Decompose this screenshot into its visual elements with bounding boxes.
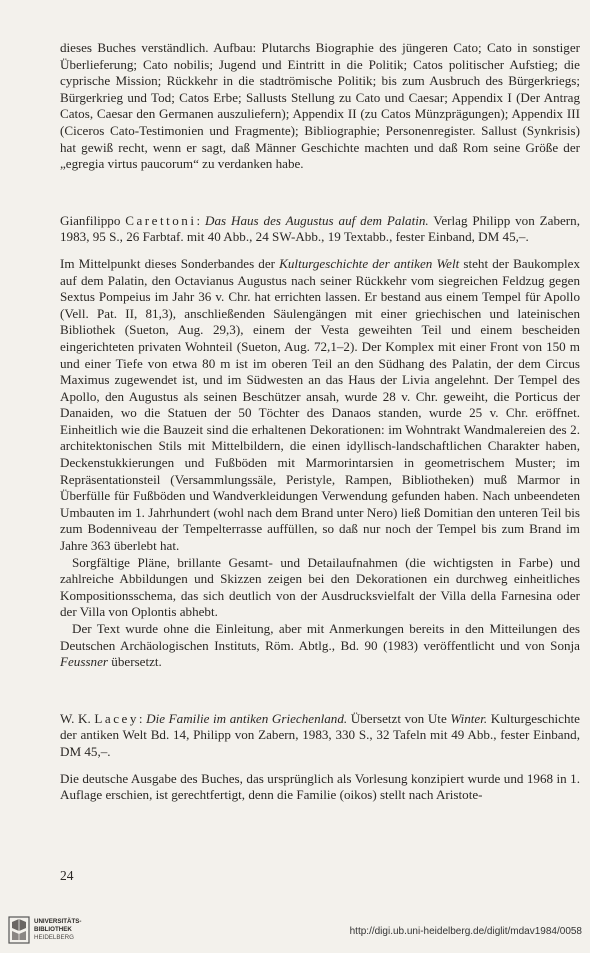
paragraph-plans-images: Sorgfältige Pläne, brillante Gesamt- und Detailaufnahmen (die wichtigsten in Farbe) und zahlreiche Abbildungen und Skizzen zeigen bei den Dekorationen ein durchweg einheitliches Kompositionsschema, das sich deutlich von der Ausdrucksvielfalt der Villa della Farnesina oder der Villa von Oplontis abhebt. [60,554,580,620]
paragraph-cato-review-end: dieses Buches verständlich. Aufbau: Plutarchs Biographie des jüngeren Cato; Cato in sonstiger Überlieferung; Cato nobilis; Jugend und Eintritt in die Politik; Catos politischer Aufstieg; die cyprische Mission; Rückkehr in die stadtrömische Politik; bis zum Ausbruch des Bürgerkriegs; Bürgerkrieg und Tod; Catos Erbe; Sallusts Stellung zu Cato und Caesar; Appendix I (Der Antrag Catos, Caesar den Germanen auszuliefern); Appendix II (zu Catos Münzprägungen); Appendix III (Ciceros Cato-Testimonien und Fragmente); Bibliographie; Personenregister. Sallust (Synkrisis) hat gewiß recht, wenn er sagt, daß Männer Geschichte machten und daß Rom seine Größe der „egregia virtus paucorum“ zu verdanken habe. [60,40,580,172]
logo-line-3: HEIDELBERG [34,934,74,941]
logo-line-2: BIBLIOTHEK [34,926,72,933]
author-last-name: Carettoni [125,212,197,228]
library-seal-icon [8,916,30,944]
logo-line-1: UNIVERSITÄTS- [34,918,82,925]
paragraph-translation-note: Der Text wurde ohne die Einleitung, aber mit Anmerkungen bereits in den Mitteilungen des Deutschen Archäologischen Instituts, Röm. Abtlg., Bd. 90 (1983) veröffentlicht und von Sonja Feussner übersetzt. [60,621,580,670]
paragraph-palatin-complex: Im Mittelpunkt dieses Sonderbandes der Kulturgeschichte der antiken Welt steht der Baukomplex auf dem Palatin, den Octavianus Augustus nach seiner Rückkehr vom siegreichen Feldzug gegen Sextus Pompeius im Jahr 36 v. Chr. hat errichten lassen. Er bestand aus einem Tempel für Apollo (Vell. Pat. II, 81,3), anschließenden Säulengängen mit einer griechischen und lateinischen Bibliothek (Sueton, Aug. 29,3), einem der Vesta geweihten Teil und einem bescheiden eingerichteten privaten Wohnteil (Sueton, Aug. 72,1–2). Der Komplex mit einer Front von 150 m und einer Tiefe von etwa 80 m ist im oberen Teil an den Südhang des Palatin, der dem Circus Maximus zugewendet ist, und im Südwesten an das Haus der Livia angelehnt. Der Tempel des Apollo, den Augustus als seinen Beschützer ansah, wurde 28 v. Chr. geweiht, die Porticus der Danaiden, wo die Statuen der 50 Töchter des Danaos standen, wurde 25 v. Chr. eröffnet. Einheitlich wie die Bauzeit sind die erhaltenen Dekorationen: im Wohntrakt Wandmalereien des 2. architektonischen Stils mit Mittelbildern, die einen idyllisch-landschaftlichen Charakter haben, Deckenstukkierungen und Fußböden mit Marmorintarsien in geometrischem Muster; im Repräsentationsteil (Versammlungssäle, Peristyle, Rampen, Bibliotheken) muß Marmor in Überfülle für Fußböden und Wandverkleidungen Verwendung gefunden haben. Nach unbeendeten Umbauten im 1. Jahrhundert (wohl nach dem Brand unter Nero) ließ Domitian den unteren Teil bis zum Bodenniveau der Tempelterrasse auffüllen, so daß nur noch der Tempel bis zum Brand im Jahre 363 überlebt hat. [60,255,580,554]
translated-by: Übersetzt von Ute [350,710,447,726]
book-title: Das Haus des Augustus auf dem Palatin. [205,212,429,228]
review-header-carettoni [60,213,580,246]
document-page [60,40,580,804]
source-url-link[interactable]: http://digi.ub.uni-heidelberg.de/diglit/mdav1984/0058 [349,926,582,937]
author-last-name: Lacey [94,710,139,726]
review-header-lacey [60,711,580,761]
book-details: Kulturgeschichte der antiken Welt Bd. 14, Philipp von Zabern, 1983, 330 S., 32 Tafeln mit 49 Abb., fester Einband, DM 45,–. [60,710,580,759]
page-number: 24 [60,868,74,883]
series-title: Kulturgeschichte der antiken Welt [279,255,460,271]
digitization-footer [0,906,590,953]
author-colon: : [196,212,201,228]
book-details: Verlag Philipp von Zabern, 1983, 95 S., 26 Farbtaf. mit 40 Abb., 24 SW-Abb., 19 Textabb., fester Einband, DM 45,–. [60,212,580,245]
translator-name: Winter. [450,710,488,726]
paragraph-family-greece: Die deutsche Ausgabe des Buches, das ursprünglich als Vorlesung konzipiert wurde und 1968 in 1. Auflage erschien, ist gerechtfertigt, denn die Familie (oikos) stellt nach Aristote- [60,770,580,803]
author-first-name: Gianfilippo [60,212,121,228]
author-initials: W. K. [60,710,91,726]
library-logo[interactable] [8,914,88,950]
book-title: Die Familie im antiken Griechenland. [146,710,348,726]
translator-name: Feussner [60,654,109,670]
author-colon: : [138,710,143,726]
